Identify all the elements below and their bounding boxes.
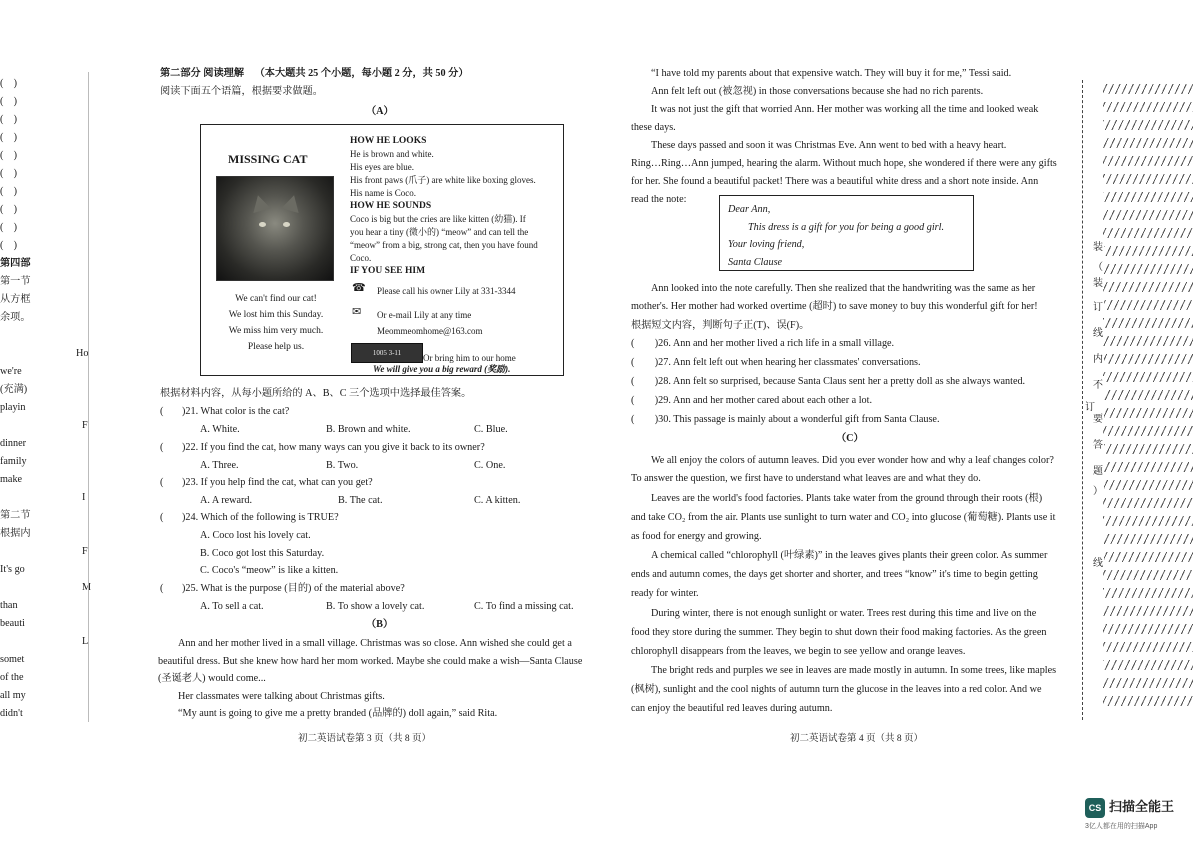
tf-question: ( )27. Ann felt left out when hearing her classmates' conversations.	[631, 357, 921, 368]
passage-line: A chemical called “chlorophyll (叶绿素)” in the leaves gives plants their green color. As summer	[651, 550, 1048, 561]
passage-line: To answer the question, we first have to understand what leaves are and what they do.	[631, 473, 981, 484]
binding-char: 题	[1092, 462, 1104, 477]
question-stem: )22. If you find the cat, how many ways can you give it back to its owner?	[182, 442, 485, 453]
section-note: （本大题共 25 个小题，每小题 2 分，共 50 分）	[254, 68, 469, 79]
looks-line: His front paws (爪子) are white like boxing gloves.	[350, 175, 536, 185]
fragment-line: didn't	[0, 708, 23, 719]
email-line: Or e-mail Lily at any time	[377, 310, 472, 320]
option: B. Coco got lost this Saturday.	[200, 548, 325, 559]
fragment-line: beauti	[0, 618, 25, 629]
note-line: Santa Clause	[728, 257, 783, 268]
scanner-logo-icon: CS	[1085, 798, 1105, 818]
tf-question: ( )26. Ann and her mother lived a rich life in a small village.	[631, 338, 895, 349]
fragment-line: ( )	[0, 186, 17, 197]
passage-line: (圣诞老人) would come...	[158, 673, 266, 684]
fragment-line: Ho	[76, 348, 89, 359]
tf-instruction: 根据短文内容，判断句子正(T)、误(F)。	[631, 320, 810, 331]
passage-line: and take CO₂ from the air. Plants use sunlight to turn water and CO₂ into glucose (葡萄糖). Plants use it	[631, 512, 1056, 523]
poster-heading: MISSING CAT	[228, 152, 308, 166]
fragment-line: L	[82, 636, 89, 647]
fragment-line: playin	[0, 402, 26, 413]
passage-line: “My aunt is going to give me a pretty branded (品牌的) doll again,” said Rita.	[178, 708, 498, 719]
page-edge	[88, 72, 92, 722]
fragment-line: (充满)	[0, 384, 28, 395]
fragment-line: all my	[0, 690, 26, 701]
fragment-line: make	[0, 474, 23, 485]
binding-char: 订	[1092, 298, 1104, 313]
phone-icon: ☎	[352, 282, 366, 294]
option: A. Three.	[200, 460, 239, 471]
looks-line: He is brown and white.	[350, 149, 434, 159]
cat-eye	[283, 222, 290, 227]
call-line: Please call his owner Lily at 331-3344	[377, 286, 516, 296]
question-24: ( )24. Which of the following is TRUE?	[160, 512, 339, 523]
passage-line: Her classmates were talking about Christmas gifts.	[178, 691, 385, 702]
tf-question: ( )29. Ann and her mother cared about each other a lot.	[631, 395, 873, 406]
fragment-line: ( )	[0, 150, 17, 161]
binding-char: 装	[1092, 274, 1104, 289]
fragment-line: ( )	[0, 114, 17, 125]
question-stem: )23. If you help find the cat, what can you get?	[182, 477, 373, 488]
part-a-instruction: 根据材料内容，从每小题所给的 A、B、C 三个选项中选择最佳答案。	[160, 388, 472, 399]
fragment-line: ( )	[0, 204, 17, 215]
santa-note	[719, 195, 974, 271]
cat-eye	[259, 222, 266, 227]
binding-char: ）	[1092, 482, 1104, 497]
sounds-title: HOW HE SOUNDS	[350, 201, 432, 211]
fragment-line: 第四部	[0, 258, 31, 269]
passage-line: During winter, there is not enough sunlight or water. Trees rest during this time and live on the	[651, 608, 1037, 619]
sounds-line: Coco is big but the cries are like kitten (幼猫). If	[350, 214, 526, 224]
question-stem: )21. What color is the cat?	[182, 406, 290, 417]
note-line: This dress is a gift for you for being a good girl.	[748, 222, 945, 233]
poster-left-line: We lost him this Sunday.	[228, 310, 324, 320]
option: A. A reward.	[200, 495, 253, 506]
note-line: Your loving friend,	[728, 239, 805, 250]
fragment-line: than	[0, 600, 18, 611]
fragment-line: It's go	[0, 564, 25, 575]
passage-line: (枫树), sunlight and the cool nights of autumn turn the glucose in the leaves into a red color. And we	[631, 684, 1042, 695]
question-22: ( )22. If you find the cat, how many ways can you give it back to its owner?	[160, 442, 485, 453]
passage-line: It was not just the gift that worried Ann. Her mother was working all the time and looked weak	[651, 104, 1039, 115]
fragment-line: ( )	[0, 222, 17, 233]
page-footer: 初二英语试卷第 4 页（共 8 页）	[790, 734, 924, 744]
binding-char: 线	[1092, 554, 1104, 569]
fragment-line: F	[82, 420, 88, 431]
fragment-line: I	[82, 492, 86, 503]
previous-page-fragment	[0, 0, 92, 847]
poster-left-line: Please help us.	[247, 342, 305, 352]
passage-a-label: （A）	[366, 106, 394, 117]
fragment-line: ( )	[0, 240, 17, 251]
binding-char: 线	[1092, 324, 1104, 339]
fragment-line: 第一节	[0, 276, 31, 287]
binding-char: 答	[1092, 436, 1104, 451]
passage-line: these days.	[631, 122, 676, 133]
question-23: ( )23. If you help find the cat, what can you get?	[160, 477, 373, 488]
poster-left-line: We can't find our cat!	[235, 294, 317, 304]
reward-line: We will give you a big reward (奖励).	[373, 364, 511, 374]
sounds-line: “meow” from a big, strong cat, then you have found	[350, 240, 538, 250]
passage-b-label: （B）	[366, 619, 394, 630]
fragment-line: 余项。	[0, 312, 31, 323]
poster-left-line: We miss him very much.	[228, 326, 324, 336]
fragment-line: 从方框	[0, 294, 31, 305]
option: C. Blue.	[474, 424, 508, 435]
scanner-name: 扫描全能王	[1109, 799, 1175, 814]
fragment-line: dinner	[0, 438, 27, 449]
passage-line: Ann felt left out (被忽视) in those conversations because she had no rich parents.	[651, 86, 984, 97]
fragment-line: ( )	[0, 96, 17, 107]
binding-char: （	[1092, 258, 1104, 273]
passage-line: The bright reds and purples we see in leaves are made mostly in autumn. In some trees, like maples	[651, 665, 1057, 676]
missing-cat-poster	[200, 124, 564, 376]
option: C. To find a missing cat.	[474, 601, 574, 612]
address-stamp: 1005 3-11	[351, 343, 423, 363]
option: A. White.	[200, 424, 240, 435]
fragment-line: F	[82, 546, 88, 557]
section-title	[160, 68, 469, 80]
tf-question: ( )30. This passage is mainly about a wonderful gift from Santa Clause.	[631, 414, 940, 425]
sounds-line: you hear a tiny (微小的) “meow” and can tell the	[350, 227, 529, 237]
scanner-tagline: 3亿人都在用的扫描App	[1085, 823, 1158, 830]
passage-line: Ann and her mother lived in a small village. Christmas was so close. Ann wished she could get a	[178, 638, 572, 649]
fragment-line: we're	[0, 366, 22, 377]
passage-line: chlorophyll disappears from the leaves, we begin to see yellow and orange leaves.	[631, 646, 966, 657]
bring-line: Or bring him to our home	[423, 353, 516, 363]
passage-line: Ann looked into the note carefully. Then she realized that the handwriting was the same as her	[651, 283, 1036, 294]
section-instruction: 阅读下面五个语篇，根据要求做题。	[160, 86, 323, 97]
option: A. Coco lost his lovely cat.	[200, 530, 311, 541]
fragment-line: 第二节	[0, 510, 31, 521]
passage-line: ends and autumn comes, the days get shorter and shorter, and trees “know” it's time to begin getting	[631, 569, 1038, 580]
passage-c-label: （C）	[836, 433, 864, 444]
passage-line: We all enjoy the colors of autumn leaves. Did you ever wonder how and why a leaf changes color?	[651, 455, 1054, 466]
passage-line: ready for winter.	[631, 588, 699, 599]
envelope-icon: ✉	[352, 306, 362, 318]
section-title-text: 第二部分 阅读理解	[160, 68, 245, 79]
passage-line: beautiful dress. But she knew how hard her mom worked. Maybe she could make a wish—Santa Clause	[158, 656, 583, 667]
binding-char: 内	[1092, 350, 1104, 365]
binding-char: 订	[1084, 398, 1096, 413]
option: B. The cat.	[338, 495, 383, 506]
fragment-line: ( )	[0, 168, 17, 179]
question-25: ( )25. What is the purpose (目的) of the material above?	[160, 583, 405, 594]
passage-line: can enjoy the beautiful red leaves during autumn.	[631, 703, 833, 714]
page-footer: 初二英语试卷第 3 页（共 8 页）	[298, 734, 432, 744]
passage-line: Ring…Ring…Ann jumped, hearing the alarm. Without much hope, she wondered if there were any gifts	[631, 158, 1057, 169]
passage-line: Leaves are the world's food factories. Plants take water from the ground through their roots (根)	[651, 493, 1043, 504]
passage-line: mother's. Her mother had worked overtime (超时) to save money to buy this wonderful gift for her!	[631, 301, 1038, 312]
option: A. To sell a cat.	[200, 601, 264, 612]
passage-line: “I have told my parents about that expensive watch. They will buy it for me,” Tessi said.	[651, 68, 1012, 79]
fragment-line: somet	[0, 654, 25, 665]
cat-ear	[281, 193, 303, 213]
question-stem: )25. What is the purpose (目的) of the material above?	[182, 583, 405, 594]
fragment-line: M	[82, 582, 92, 593]
fragment-line: ( )	[0, 78, 17, 89]
passage-line: read the note:	[631, 194, 687, 205]
email-address: Meommeomhome@163.com	[377, 326, 483, 336]
option: B. Brown and white.	[326, 424, 411, 435]
cat-ear	[249, 193, 271, 213]
looks-title: HOW HE LOOKS	[350, 136, 427, 146]
question-stem: )24. Which of the following is TRUE?	[182, 512, 339, 523]
binding-char: 装	[1092, 238, 1104, 253]
passage-line: for her. She found a beautiful packet! There was a beautiful white dress and a short note inside. Ann	[631, 176, 1039, 187]
looks-line: His name is Coco.	[350, 188, 416, 198]
passage-line: food they store during the summer. They begin to shut down their food making factories. As the green	[631, 627, 1047, 638]
fragment-line: family	[0, 456, 27, 467]
option: C. One.	[474, 460, 506, 471]
binding-char: 要	[1092, 410, 1104, 425]
see-title: IF YOU SEE HIM	[350, 266, 426, 276]
question-21: ( )21. What color is the cat?	[160, 406, 290, 417]
binding-char: 不	[1092, 376, 1104, 391]
looks-line: His eyes are blue.	[350, 162, 414, 172]
option: B. To show a lovely cat.	[326, 601, 425, 612]
passage-line: as food for energy and growing.	[631, 531, 762, 542]
fragment-line: 根据内	[0, 528, 31, 539]
fragment-line: of the	[0, 672, 24, 683]
fragment-line: ( )	[0, 132, 17, 143]
option: C. A kitten.	[474, 495, 521, 506]
option: C. Coco's “meow” is like a kitten.	[200, 565, 339, 576]
passage-line: These days passed and soon it was Christmas Eve. Ann went to bed with a heavy heart.	[651, 140, 1007, 151]
sounds-line: Coco.	[350, 253, 372, 263]
option: B. Two.	[326, 460, 359, 471]
cat-photo	[216, 176, 334, 281]
binding-line	[1082, 80, 1200, 720]
scanner-watermark	[1085, 796, 1200, 836]
tf-question: ( )28. Ann felt so surprised, because Santa Claus sent her a pretty doll as she always wanted.	[631, 376, 1026, 387]
note-line: Dear Ann,	[728, 204, 771, 215]
